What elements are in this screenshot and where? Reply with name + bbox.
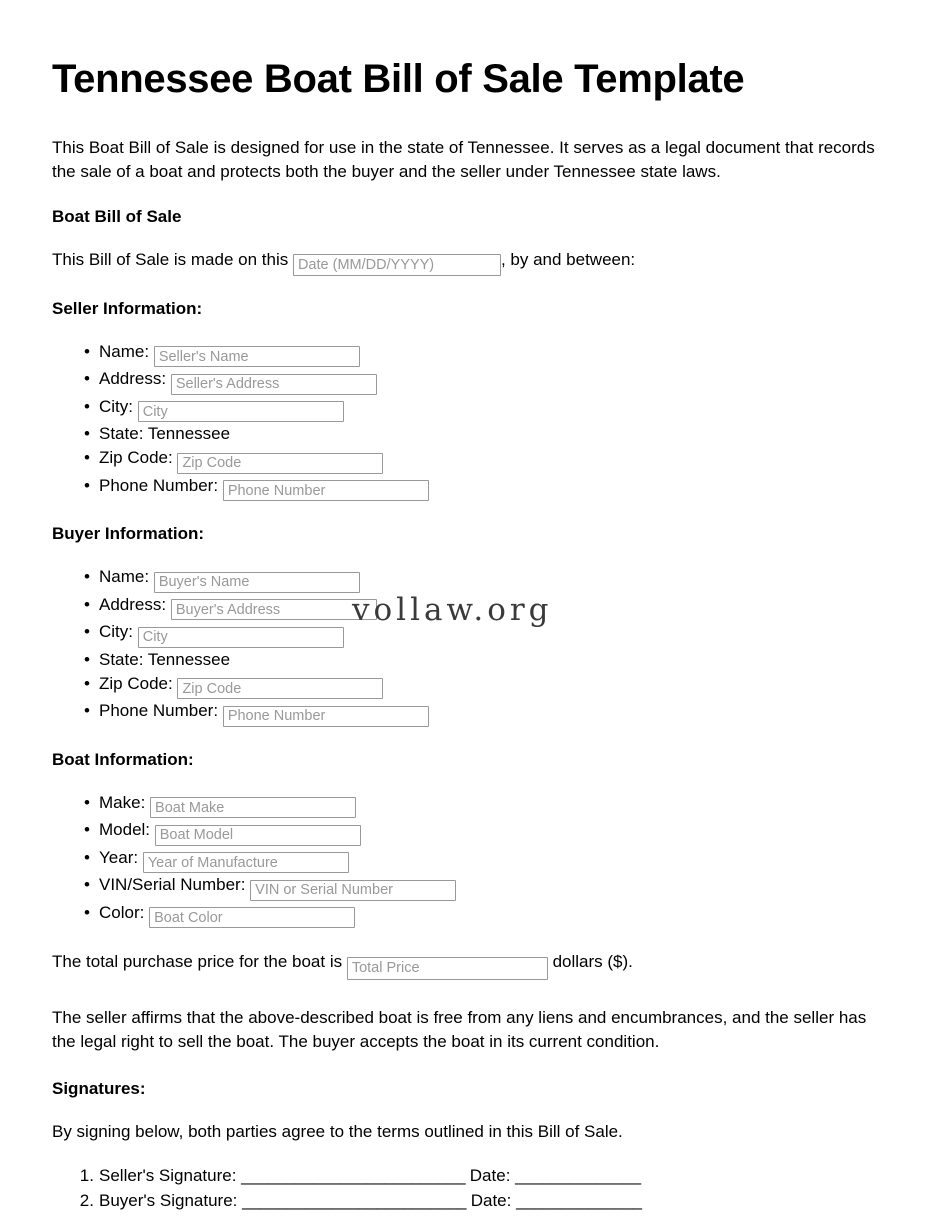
list-item (99, 901, 891, 929)
field-label: Model: (99, 820, 151, 840)
field-label: State: (99, 424, 144, 444)
buyer-name-input[interactable] (154, 572, 360, 593)
field-label: Name: (99, 567, 150, 587)
section-heading-seller: Seller Information: (52, 298, 203, 318)
list-item (99, 395, 891, 423)
field-label: VIN/Serial Number: (99, 875, 246, 895)
field-label: Address: (99, 594, 167, 614)
field-label: City: (99, 622, 133, 642)
list-item (99, 1163, 891, 1188)
total-price-line (52, 950, 891, 980)
seller-signature-rule[interactable]: _________________________ (241, 1166, 466, 1186)
field-label: State: (99, 649, 144, 669)
boat-year-input[interactable] (143, 852, 349, 873)
field-label: Make: (99, 792, 146, 812)
boat-info-list (52, 791, 891, 929)
seller-address-input[interactable] (171, 374, 377, 395)
seller-phone-input[interactable] (223, 480, 429, 501)
signatures-intro: By signing below, both parties agree to the terms outlined in this Bill of Sale. (52, 1121, 623, 1141)
buyer-city-input[interactable] (138, 627, 344, 648)
total-price-suffix: dollars ($). (552, 952, 633, 972)
boat-make-input[interactable] (150, 797, 356, 818)
made-on-suffix: , by and between: (500, 249, 636, 269)
buyer-zip-input[interactable] (177, 678, 383, 699)
signature-list (52, 1163, 891, 1213)
section-heading-bill: Boat Bill of Sale (52, 206, 182, 226)
page-title: Tennessee Boat Bill of Sale Template (52, 57, 745, 101)
list-item (99, 699, 891, 727)
affirmation-paragraph: The seller affirms that the above-described boat is free from any liens and encumbrances, and the seller has the legal right to sell the boat. The buyer accepts the boat in its current condition. (52, 1007, 867, 1051)
field-label: Address: (99, 369, 167, 389)
made-on-prefix: This Bill of Sale is made on this (52, 249, 289, 269)
seller-name-input[interactable] (154, 346, 360, 367)
buyer-address-input[interactable] (171, 599, 377, 620)
list-item (99, 818, 891, 846)
list-item (99, 565, 891, 593)
seller-state-value: Tennessee (147, 424, 231, 444)
field-label: Zip Code: (99, 448, 173, 468)
list-item (99, 446, 891, 474)
buyer-phone-input[interactable] (223, 706, 429, 727)
list-item (99, 593, 891, 621)
field-label: Year: (99, 847, 139, 867)
section-heading-buyer: Buyer Information: (52, 524, 205, 544)
field-label: Zip Code: (99, 673, 173, 693)
date-input[interactable] (293, 254, 501, 276)
boat-vin-input[interactable] (250, 880, 456, 901)
seller-date-label: Date: (469, 1166, 511, 1186)
total-price-input[interactable] (347, 957, 548, 980)
list-item (99, 791, 891, 819)
list-item (99, 846, 891, 874)
seller-date-rule[interactable]: ______________ (515, 1166, 641, 1186)
buyer-date-label: Date: (470, 1191, 512, 1211)
list-item (99, 620, 891, 648)
list-item (99, 648, 891, 672)
list-item (99, 873, 891, 901)
field-label: Color: (99, 902, 145, 922)
buyer-signature-rule[interactable]: _________________________ (242, 1191, 466, 1211)
field-label: City: (99, 396, 133, 416)
section-heading-boat: Boat Information: (52, 749, 194, 769)
buyer-info-list (52, 565, 891, 727)
section-heading-signatures: Signatures: (52, 1078, 146, 1098)
buyer-date-rule[interactable]: ______________ (516, 1191, 642, 1211)
total-price-prefix: The total purchase price for the boat is (52, 952, 343, 972)
site-watermark: vollaw.org (352, 592, 553, 628)
seller-city-input[interactable] (138, 401, 344, 422)
list-item (99, 474, 891, 502)
boat-color-input[interactable] (149, 907, 355, 928)
list-item (99, 422, 891, 446)
list-item (99, 340, 891, 368)
list-item (99, 367, 891, 395)
list-item (99, 672, 891, 700)
buyer-signature-label: Buyer's Signature: (99, 1191, 238, 1211)
field-label: Phone Number: (99, 475, 219, 495)
field-label: Name: (99, 341, 150, 361)
made-on-line (52, 248, 891, 276)
seller-info-list (52, 340, 891, 502)
seller-zip-input[interactable] (177, 453, 383, 474)
intro-paragraph: This Boat Bill of Sale is designed for use in the state of Tennessee. It serves as a legal document that records the sale of a boat and protects both the buyer and the seller under Tennessee state laws. (52, 138, 875, 181)
seller-signature-label: Seller's Signature: (99, 1166, 237, 1186)
buyer-state-value: Tennessee (147, 649, 231, 669)
boat-model-input[interactable] (155, 825, 361, 846)
field-label: Phone Number: (99, 701, 219, 721)
list-item (99, 1188, 891, 1213)
